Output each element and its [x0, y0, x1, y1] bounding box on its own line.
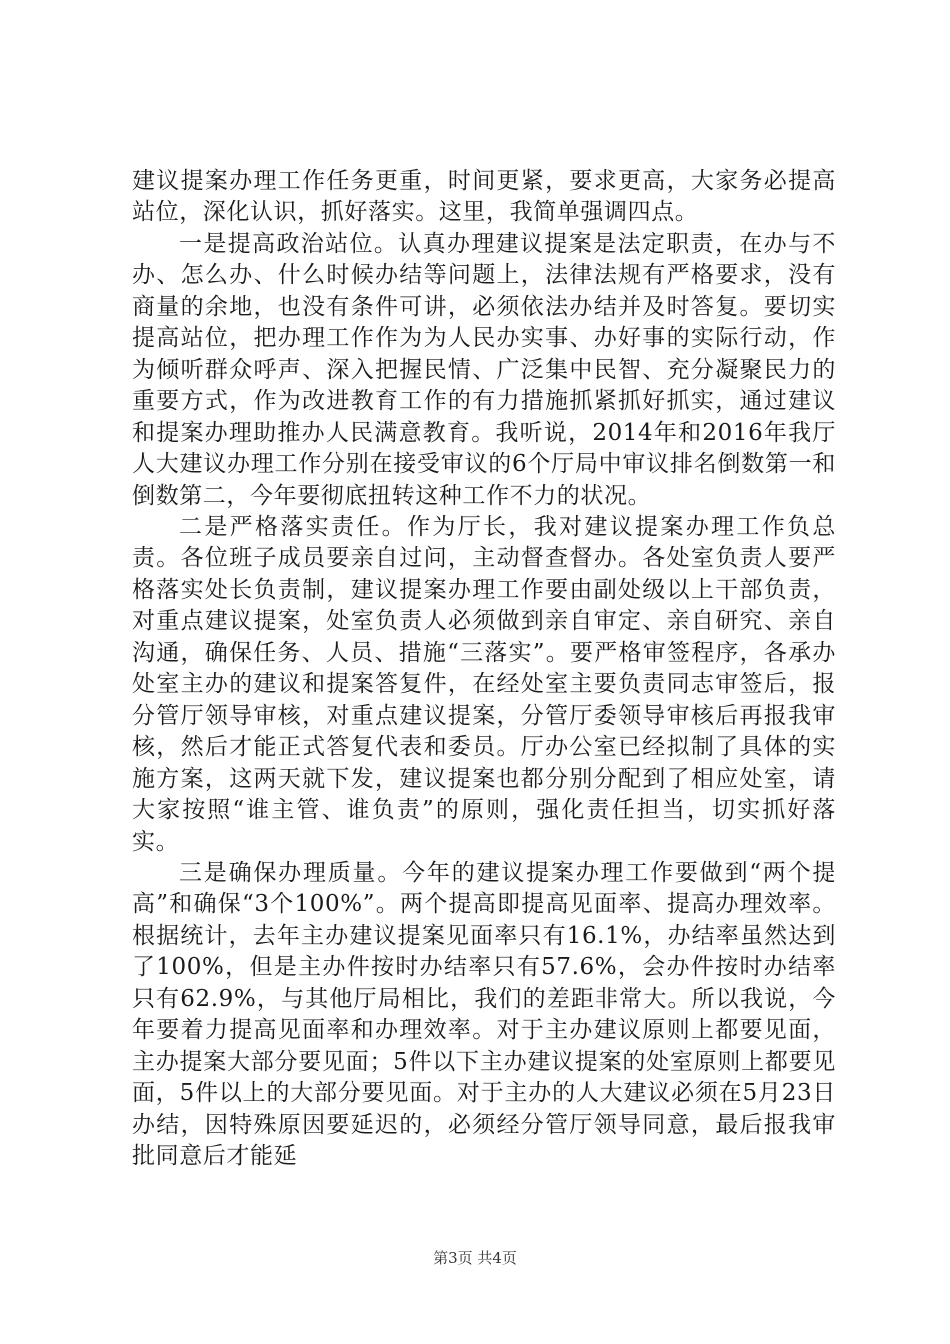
paragraph-point-one: 一是提高政治站位。认真办理建议提案是法定职责，在办与不办、怎么办、什么时候办结等问题上，法律法规有严格要求，没有商量的余地，也没有条件可讲，必须依法办结并及时答复。要切实提高站位，把办理工作作为为人民办实事、办好事的实际行动，作为倾听群众呼声、深入把握民情、广泛集中民智、充分凝聚民力的重要方式，作为改进教育工作的有力措施抓紧抓好抓实，通过建议和提案办理助推办人民满意教育。我听说，2014年和2016年我厅人大建议办理工作分别在接受审议的6个厅局中审议排名倒数第一和倒数第二，今年要彻底扭转这种工作不力的状况。 [132, 230, 836, 509]
paragraph-point-two: 二是严格落实责任。作为厅长，我对建议提案办理工作负总责。各位班子成员要亲自过问，主动督查督办。各处室负责人要严格落实处长负责制，建议提案办理工作要由副处级以上干部负责，对重点建议提案，处室负责人必须做到亲自审定、亲自研究、亲自沟通，确保任务、人员、措施“三落实”。要严格审签程序，各承办处室主办的建议和提案答复件，在经处室主要负责同志审签后，报分管厅领导审核，对重点建议提案，分管厅委领导审核后再报我审核，然后才能正式答复代表和委员。厅办公室已经拟制了具体的实施方案，这两天就下发，建议提案也都分别分配到了相应处室，请大家按照“谁主管、谁负责”的原则，强化责任担当，切实抓好落实。 [132, 513, 836, 855]
paragraph-intro: 建议提案办理工作任务更重，时间更紧，要求更高，大家务必提高站位，深化认识，抓好落实。这里，我简单强调四点。 [132, 168, 836, 226]
document-body [132, 166, 836, 1173]
page-number-footer: 第3页 共4页 [433, 1249, 517, 1267]
paragraph-point-three: 三是确保办理质量。今年的建议提案办理工作要做到“两个提高”和确保“3个100%”。两个提高即提高见面率、提高办理效率。根据统计，去年主办建议提案见面率只有16.1%，办结率虽然达到了100%，但是主办件按时办结率只有57.6%，会办件按时办结率只有62.9%，与其他厅局相比，我们的差距非常大。所以我说，今年要着力提高见面率和办理效率。对于主办建议原则上都要见面，主办提案大部分要见面；5件以下主办建议提案的处室原则上都要见面，5件以上的大部分要见面。对于主办的人大建议必须在5月23日办结，因特殊原因要延迟的，必须经分管厅领导同意，最后报我审批同意后才能延 [132, 859, 836, 1170]
